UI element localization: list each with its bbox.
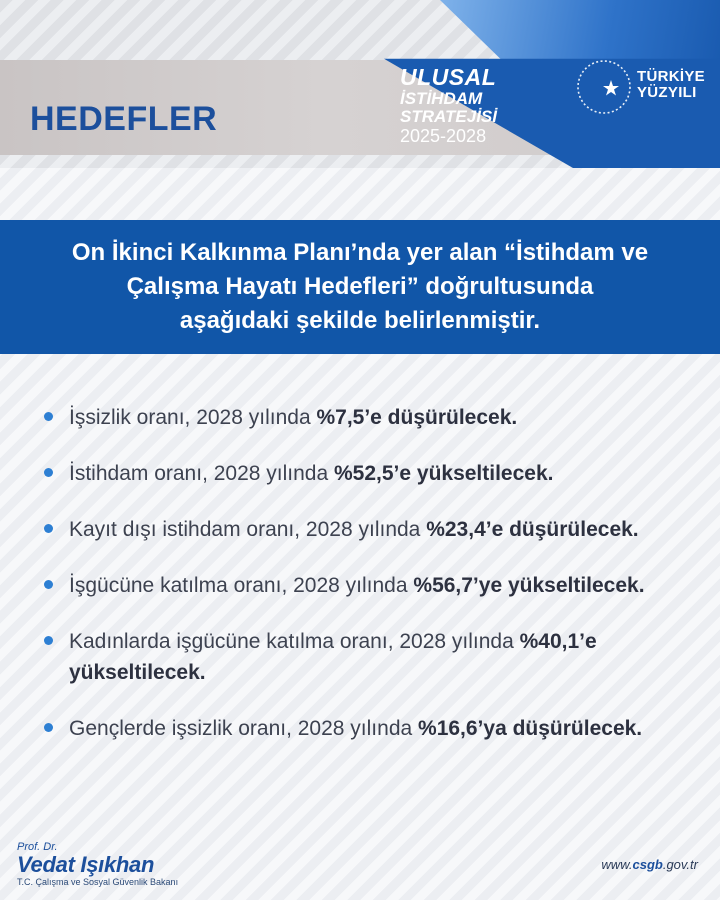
logo-text bbox=[637, 69, 705, 101]
header-band bbox=[0, 0, 720, 168]
goal-item bbox=[44, 626, 684, 688]
minister-signature bbox=[17, 842, 178, 887]
goal-text: İstihdam oranı, 2028 yılında bbox=[69, 462, 334, 485]
signature-title: Prof. Dr. bbox=[17, 841, 58, 853]
logo-line-2: YÜZYILI bbox=[637, 83, 697, 101]
website-link[interactable] bbox=[601, 857, 698, 872]
goal-text: İşsizlik oranı, 2028 yılında bbox=[69, 406, 317, 429]
goal-item bbox=[44, 402, 684, 433]
bullet-icon bbox=[44, 412, 53, 421]
website-prefix: www. bbox=[601, 857, 633, 872]
signature-name: Vedat Işıkhan bbox=[17, 852, 155, 877]
website-domain: csgb bbox=[632, 857, 663, 872]
strategy-logo bbox=[400, 66, 520, 145]
strategy-years: 2025-2028 bbox=[400, 126, 487, 146]
strategy-line-2: İSTİHDAM bbox=[400, 89, 483, 108]
goal-text: Kayıt dışı istihdam oranı, 2028 yılında bbox=[69, 518, 427, 541]
turkiye-yuzyili-logo bbox=[575, 58, 705, 116]
website-suffix: .gov.tr bbox=[662, 857, 698, 872]
header-light-blue-stripe bbox=[440, 0, 720, 60]
bullet-icon bbox=[44, 636, 53, 645]
logo-line-1: TÜRKİYE bbox=[637, 68, 705, 85]
goal-target: %23,4’e düşürülecek. bbox=[426, 518, 639, 541]
goal-text: İşgücüne katılma oranı, 2028 yılında bbox=[69, 574, 414, 597]
crescent-star-icon bbox=[575, 58, 633, 116]
goal-item bbox=[44, 514, 684, 545]
intro-line-2: Çalışma Hayatı Hedefleri” doğrultusunda bbox=[126, 272, 594, 300]
signature-role: T.C. Çalışma ve Sosyal Güvenlik Bakanı bbox=[17, 877, 179, 887]
goal-target: %16,6’ya düşürülecek. bbox=[418, 717, 643, 740]
bullet-icon bbox=[44, 580, 53, 589]
page-title: HEDEFLER bbox=[30, 100, 218, 138]
goal-target: %40,1’e yükseltilecek. bbox=[69, 630, 597, 684]
goal-target: %52,5’e yükseltilecek. bbox=[334, 462, 554, 485]
strategy-line-3: STRATEJİSİ bbox=[400, 107, 497, 126]
intro-line-1: On İkinci Kalkınma Planı’nda yer alan “İstihdam ve bbox=[71, 238, 649, 266]
strategy-line-1: ULUSAL bbox=[400, 64, 497, 90]
bullet-icon bbox=[44, 524, 53, 533]
intro-text bbox=[72, 236, 648, 338]
intro-banner bbox=[0, 220, 720, 354]
bullet-icon bbox=[44, 723, 53, 732]
goals-list bbox=[44, 402, 684, 769]
goal-target: %7,5’e düşürülecek. bbox=[316, 406, 518, 429]
goal-text: Kadınlarda işgücüne katılma oranı, 2028 yılında bbox=[69, 630, 520, 653]
goal-item bbox=[44, 713, 684, 744]
bullet-icon bbox=[44, 468, 53, 477]
goal-item bbox=[44, 570, 684, 601]
goal-target: %56,7’ye yükseltilecek. bbox=[413, 574, 645, 597]
intro-line-3: aşağıdaki şekilde belirlenmiştir. bbox=[179, 307, 541, 335]
goal-text: Gençlerde işsizlik oranı, 2028 yılında bbox=[69, 717, 419, 740]
goal-item bbox=[44, 458, 684, 489]
